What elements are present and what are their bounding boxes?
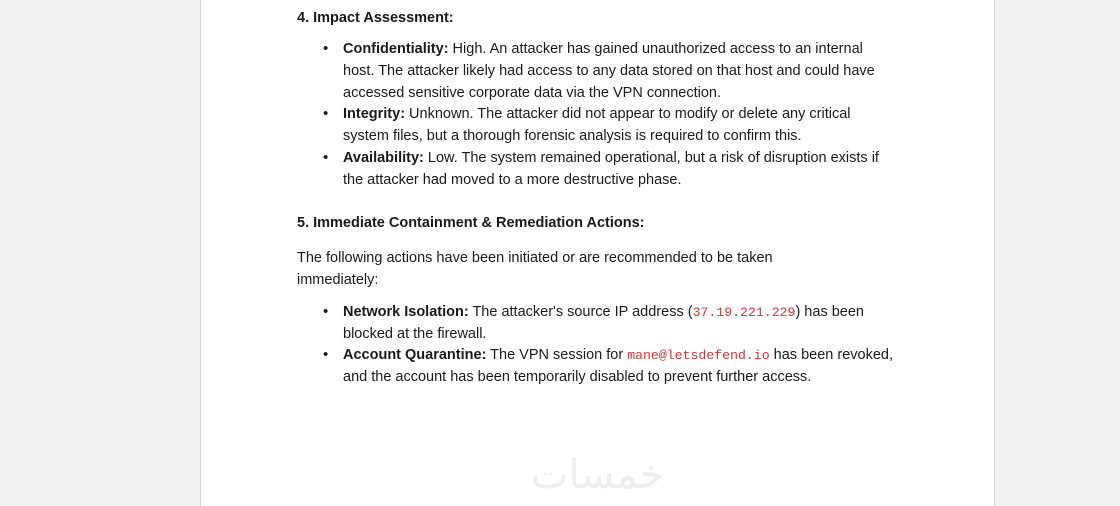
list-item bbox=[343, 148, 897, 192]
ip-address-value: 37.19.221.229 bbox=[692, 304, 796, 320]
impact-integrity-label: Integrity: bbox=[343, 106, 406, 123]
page-content bbox=[297, 8, 897, 389]
action-account-quarantine-text-before: The VPN session for bbox=[486, 347, 628, 364]
page-gutter-right bbox=[995, 0, 1120, 506]
list-item bbox=[343, 302, 897, 346]
action-account-quarantine-label: Account Quarantine: bbox=[343, 347, 487, 364]
section-5-heading: 5. Immediate Containment & Remediation Actions: bbox=[297, 215, 645, 232]
email-address-value: mane@letsdefend.io bbox=[627, 348, 770, 364]
impact-assessment-list bbox=[297, 39, 897, 191]
impact-confidentiality-label: Confidentiality: bbox=[343, 41, 449, 58]
action-account-quarantine-text-after: has been revoked, and the account has been temporarily disabled to prevent further access. bbox=[343, 347, 893, 386]
page-gutter-left bbox=[0, 0, 200, 506]
impact-availability-label: Availability: bbox=[343, 149, 424, 166]
section-4-heading: 4. Impact Assessment: bbox=[297, 10, 454, 26]
remediation-actions-list bbox=[297, 302, 897, 389]
action-network-isolation-label: Network Isolation: bbox=[343, 303, 469, 320]
list-item bbox=[343, 39, 897, 104]
section-5-intro: The following actions have been initiated or are recommended to be taken immediately: bbox=[297, 250, 773, 289]
list-item bbox=[343, 345, 897, 389]
impact-availability-text: Low. The system remained operational, but a risk of disruption exists if the attacker had moved to a more destructive phase. bbox=[343, 149, 879, 188]
impact-confidentiality-text: High. An attacker has gained unauthorized access to an internal host. The attacker likely had access to any data stored on that host and could have accessed sensitive corporate data via the VPN connection. bbox=[343, 41, 875, 101]
action-network-isolation-text-before: The attacker's source IP address ( bbox=[468, 303, 693, 320]
document-page bbox=[200, 0, 995, 506]
action-network-isolation-text-after: ) has been blocked at the firewall. bbox=[343, 303, 864, 342]
watermark: خمسات bbox=[530, 452, 665, 498]
list-item bbox=[343, 104, 897, 148]
impact-integrity-text: Unknown. The attacker did not appear to modify or delete any critical system files, but a thorough forensic analysis is required to confirm this. bbox=[343, 106, 851, 145]
